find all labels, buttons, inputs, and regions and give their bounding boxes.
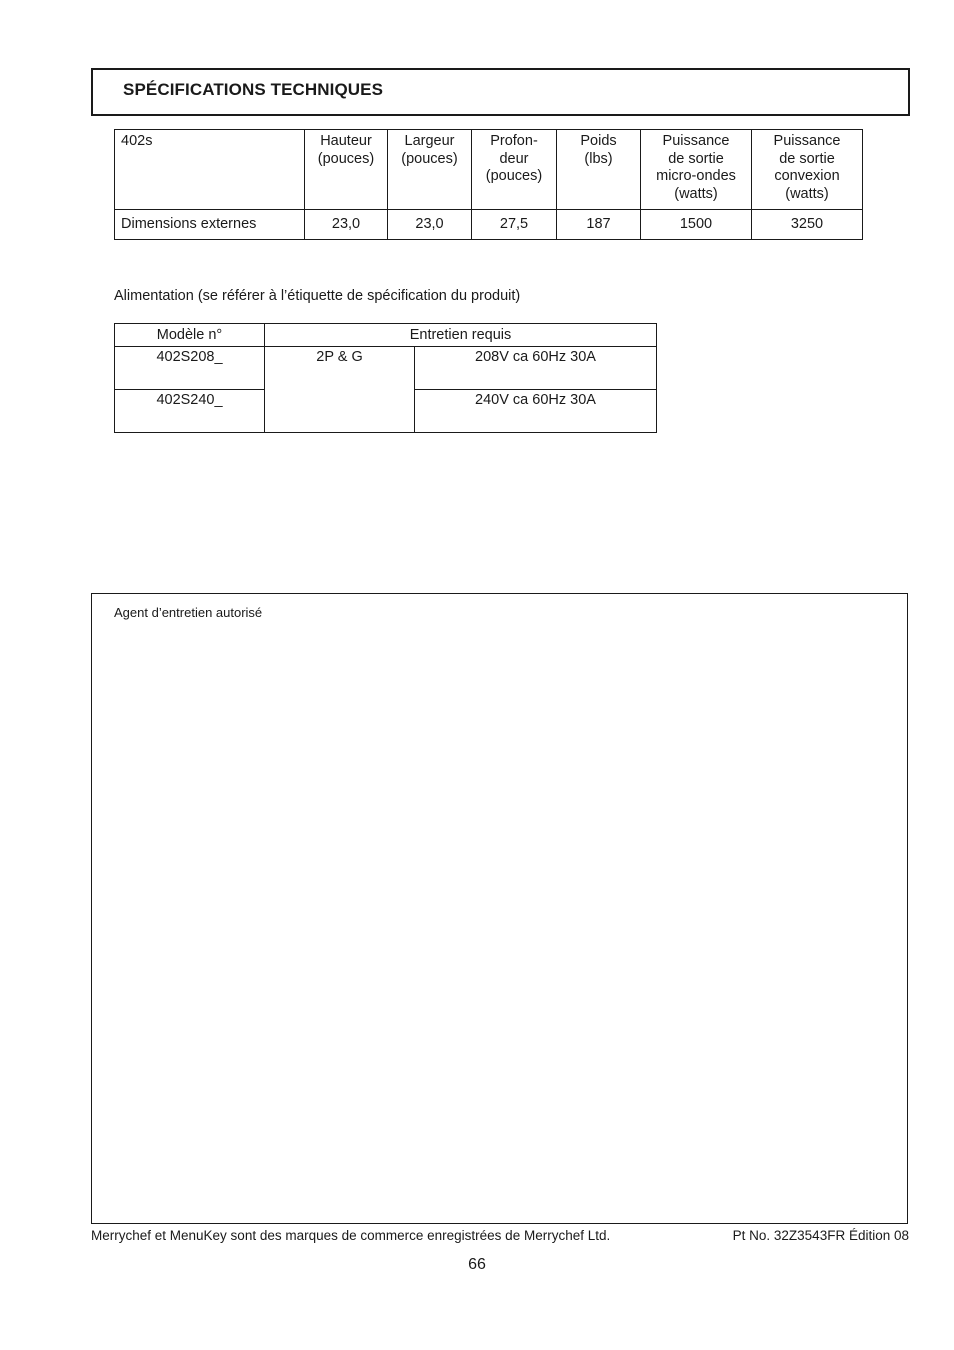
spec-table [114,129,863,240]
power-supply-note: Alimentation (se référer à l’étiquette de spécification du produit) [114,288,521,304]
spec-header-row [115,130,863,210]
spec-value-convection-power: 3250 [752,210,863,240]
spec-row-label: Dimensions externes [115,210,305,240]
power-plug-cell: 2P & G [265,347,415,433]
power-header-row [115,324,657,347]
section-title-box [91,68,910,116]
power-header-service: Entretien requis [265,324,657,347]
power-model-cell: 402S240_ [115,390,265,433]
spec-header-convection-power: Puissance de sortie convexion (watts) [752,130,863,210]
power-supply-cell: 208V ca 60Hz 30A [415,347,657,390]
spec-header-weight: Poids (lbs) [557,130,641,210]
spec-value-width: 23,0 [388,210,472,240]
power-row [115,347,657,390]
spec-value-microwave-power: 1500 [641,210,752,240]
spec-header-depth: Profon- deur (pouces) [472,130,557,210]
spec-header-height: Hauteur (pouces) [305,130,388,210]
spec-value-height: 23,0 [305,210,388,240]
power-header-model: Modèle n° [115,324,265,347]
footer-trademark: Merrychef et MenuKey sont des marques de commerce enregistrées de Merrychef Ltd. [91,1228,611,1243]
spec-value-row [115,210,863,240]
spec-header-microwave-power: Puissance de sortie micro-ondes (watts) [641,130,752,210]
spec-header-width: Largeur (pouces) [388,130,472,210]
power-model-cell: 402S208_ [115,347,265,390]
power-table [114,323,657,433]
service-agent-label: Agent d’entretien autorisé [114,605,263,620]
footer-part-number: Pt No. 32Z3543FR Édition 08 [732,1228,909,1243]
service-agent-box [91,593,908,1224]
power-supply-cell: 240V ca 60Hz 30A [415,390,657,433]
spec-value-depth: 27,5 [472,210,557,240]
page-number: 66 [468,1256,486,1273]
section-title: SPÉCIFICATIONS TECHNIQUES [123,80,384,99]
spec-value-weight: 187 [557,210,641,240]
spec-header-model: 402s [115,130,305,210]
